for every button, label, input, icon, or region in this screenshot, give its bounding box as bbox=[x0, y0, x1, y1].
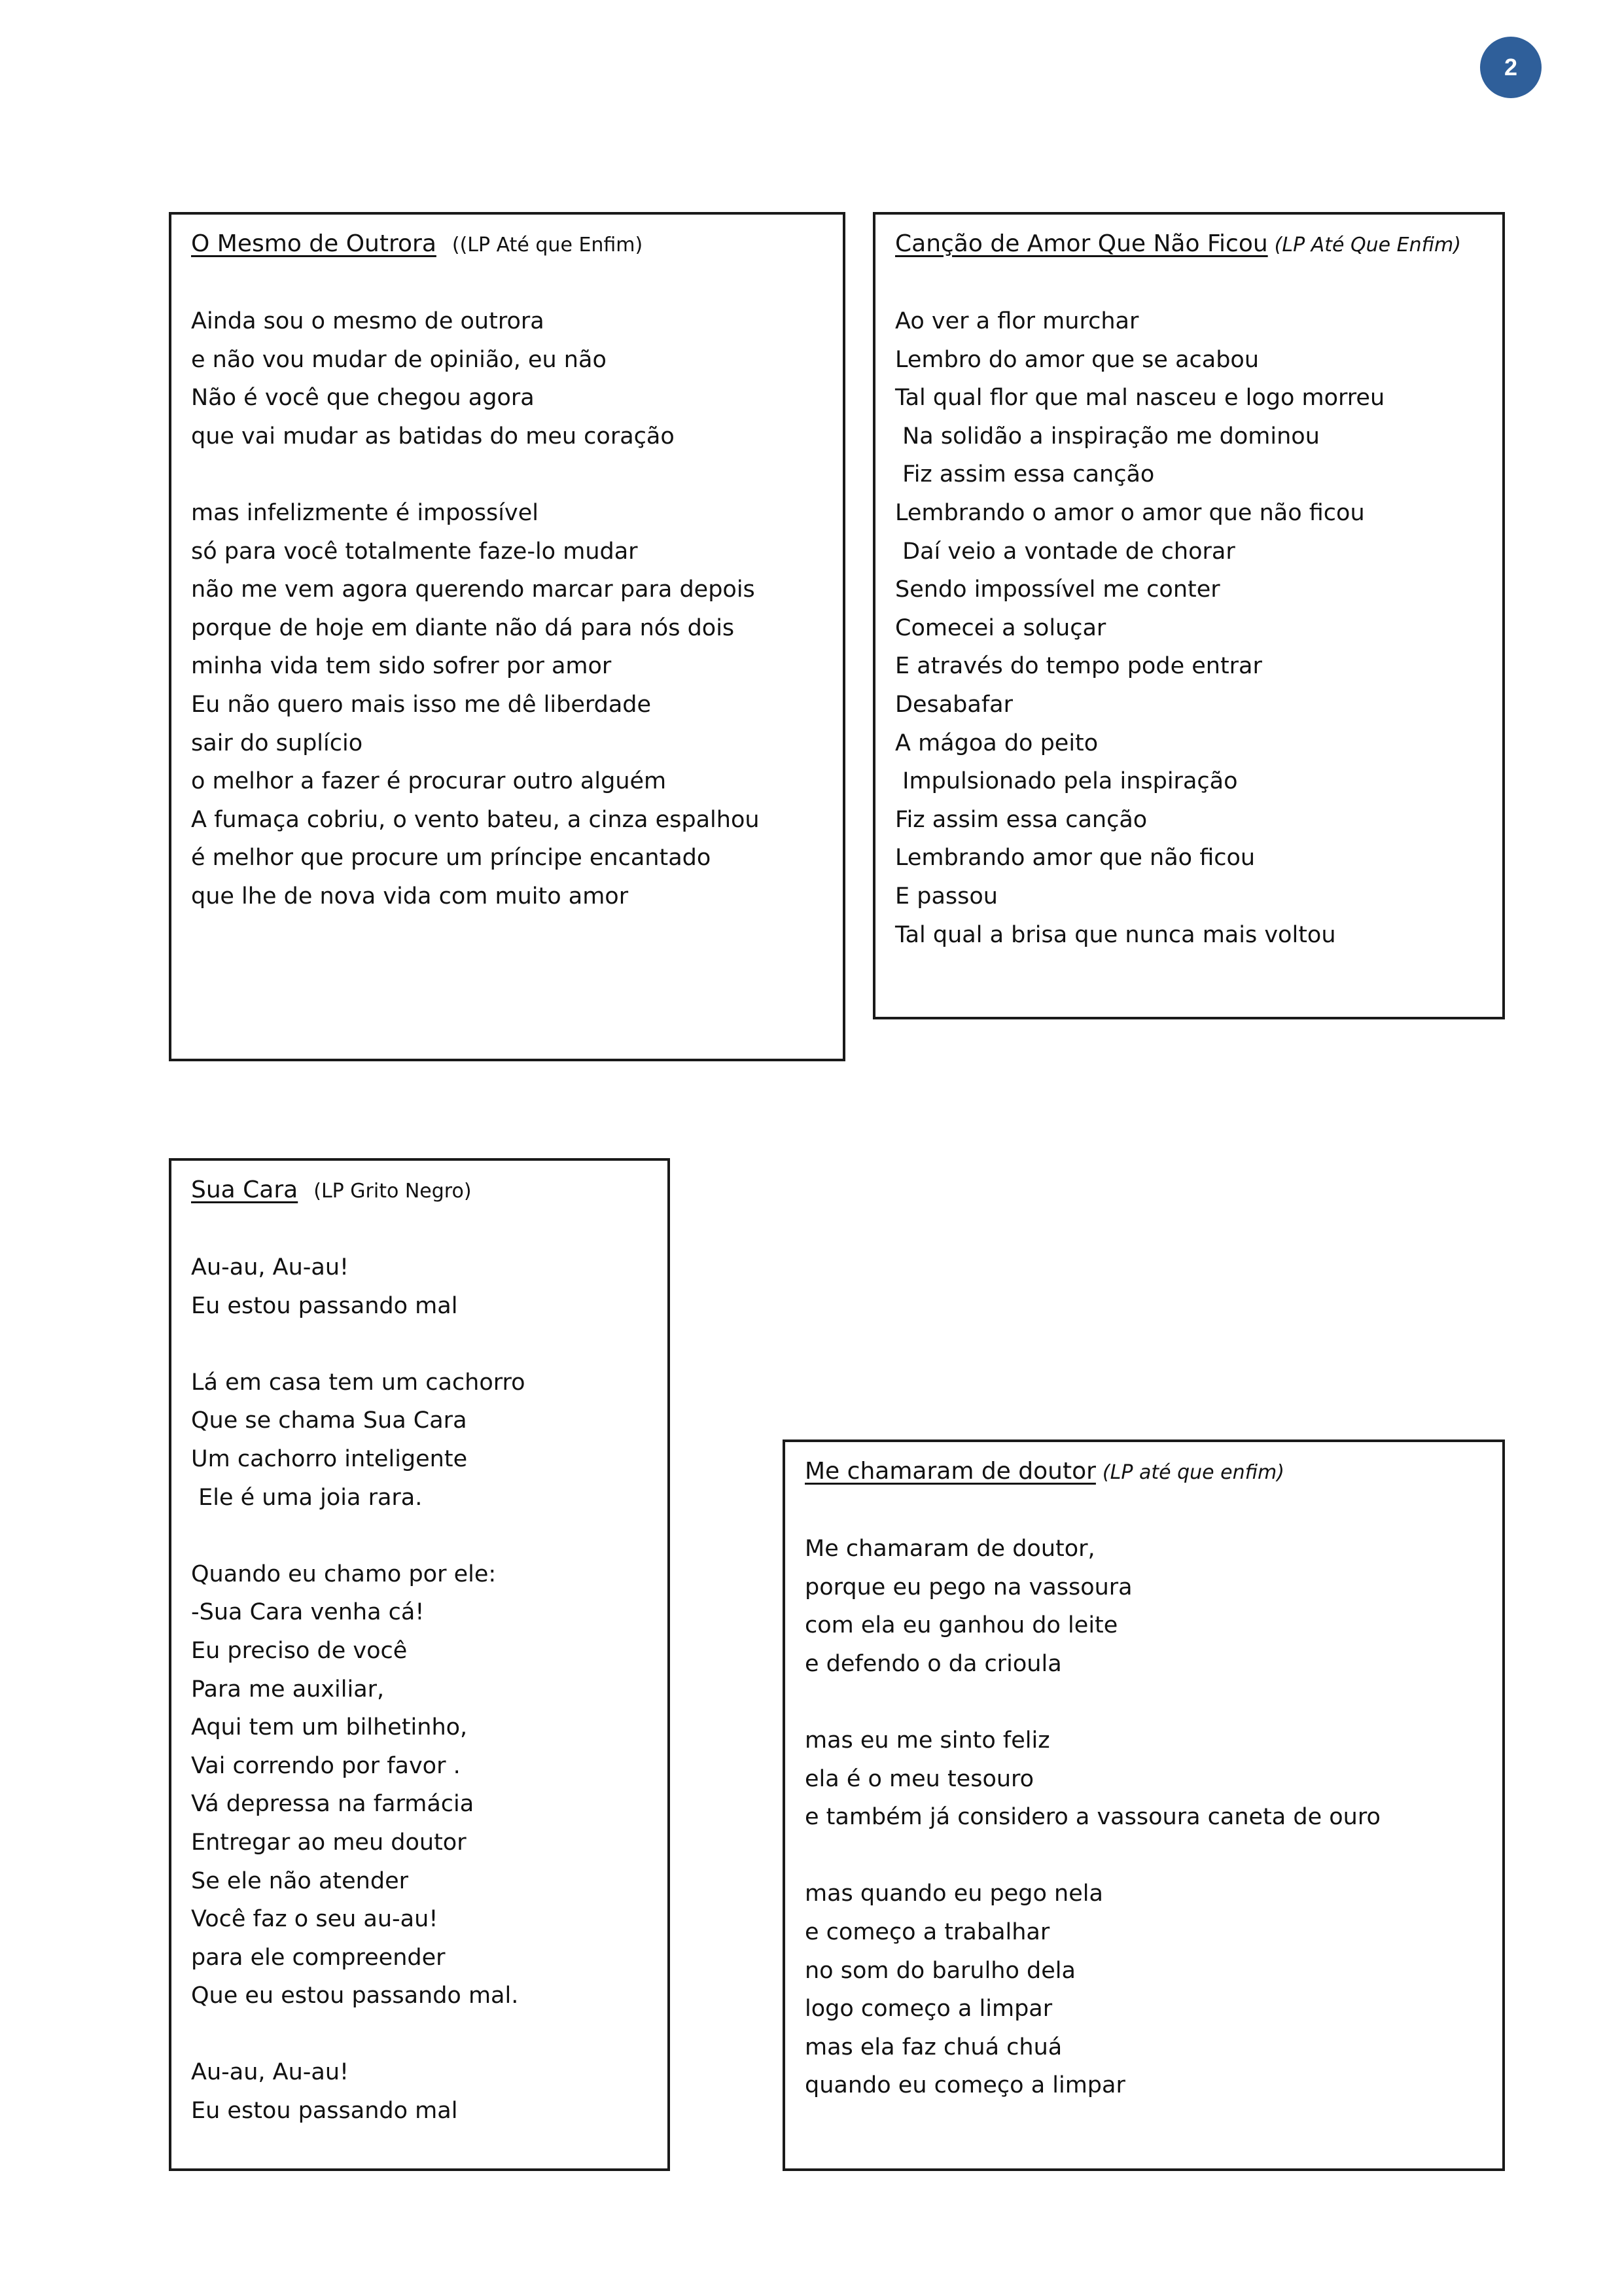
lyric-line: Eu preciso de você bbox=[191, 1637, 408, 1664]
lyric-line: para ele compreender bbox=[191, 1944, 446, 1971]
stanza-break bbox=[191, 1517, 648, 1555]
song-lyrics bbox=[895, 302, 1483, 954]
lyric-line: no som do barulho dela bbox=[805, 1957, 1076, 1984]
lyric-line: Au-au, Au-au! bbox=[191, 1254, 349, 1280]
lyric-line: Não é você que chegou agora bbox=[191, 385, 535, 412]
lyric-line: Desabafar bbox=[895, 691, 1013, 718]
lyric-line: Comecei a soluçar bbox=[895, 614, 1106, 641]
lyric-line: Eu não quero mais isso me dê liberdade bbox=[191, 691, 652, 718]
lyric-line: Ainda sou o mesmo de outrora bbox=[191, 308, 544, 334]
lyric-line: não me vem agora querendo marcar para depois bbox=[191, 576, 755, 603]
lyric-line: Au-au, Au-au! bbox=[191, 2059, 349, 2086]
lyric-line: Tal qual a brisa que nunca mais voltou bbox=[895, 921, 1336, 948]
song-title: Sua Cara bbox=[191, 1176, 298, 1203]
song-source: (LP Grito Negro) bbox=[313, 1180, 472, 1203]
lyric-line: quando eu começo a limpar bbox=[805, 2072, 1125, 2099]
lyric-line: Tal qual flor que mal nasceu e logo morreu bbox=[895, 385, 1385, 412]
lyric-line: Entregar ao meu doutor bbox=[191, 1829, 467, 1856]
stanza-break bbox=[191, 2015, 648, 2054]
lyric-line: -Sua Cara venha cá! bbox=[191, 1599, 425, 1626]
lyric-line: Na solidão a inspiração me dominou bbox=[895, 423, 1320, 450]
lyric-line: Lembro do amor que se acabou bbox=[895, 346, 1260, 373]
lyric-line: que lhe de nova vida com muito amor bbox=[191, 883, 629, 910]
lyric-line: Que eu estou passando mal. bbox=[191, 1983, 519, 2009]
song-lyrics bbox=[805, 1530, 1483, 2105]
lyric-line: e começo a trabalhar bbox=[805, 1918, 1050, 1945]
song-source: (LP até que enfim) bbox=[1102, 1461, 1284, 1484]
lyric-line: mas ela faz chuá chuá bbox=[805, 2034, 1063, 2060]
lyric-line: Me chamaram de doutor, bbox=[805, 1536, 1095, 1562]
lyric-line: ela é o meu tesouro bbox=[805, 1765, 1034, 1792]
lyric-line: Lembrando amor que não ficou bbox=[895, 845, 1256, 872]
song-source: ((LP Até que Enfim) bbox=[451, 234, 643, 256]
lyric-line: A fumaça cobriu, o vento bateu, a cinza espalhou bbox=[191, 806, 760, 833]
lyric-line: Ele é uma joia rara. bbox=[191, 1484, 423, 1511]
lyric-line: Vai correndo por favor . bbox=[191, 1752, 461, 1779]
song-box-o-mesmo-de-outrora bbox=[169, 212, 845, 1061]
song-title: Me chamaram de doutor bbox=[805, 1458, 1096, 1485]
song-source: (LP Até Que Enfim) bbox=[1274, 234, 1461, 256]
stanza-break bbox=[805, 1683, 1483, 1722]
song-box-me-chamaram-de-doutor bbox=[783, 1439, 1505, 2171]
song-header bbox=[191, 1171, 648, 1210]
lyric-line: é melhor que procure um príncipe encantado bbox=[191, 845, 711, 872]
lyric-line: e defendo o da crioula bbox=[805, 1650, 1062, 1677]
lyric-line: porque de hoje em diante não dá para nós dois bbox=[191, 614, 735, 641]
lyric-line: A mágoa do peito bbox=[895, 730, 1099, 756]
lyric-line: E passou bbox=[895, 883, 998, 910]
song-header bbox=[191, 225, 823, 264]
stanza-break bbox=[805, 1837, 1483, 1875]
lyric-line: mas quando eu pego nela bbox=[805, 1881, 1103, 1907]
song-title: Canção de Amor Que Não Ficou bbox=[895, 230, 1268, 257]
lyric-line: Daí veio a vontade de chorar bbox=[895, 538, 1235, 565]
lyric-line: e não vou mudar de opinião, eu não bbox=[191, 346, 607, 373]
lyric-line: E através do tempo pode entrar bbox=[895, 653, 1262, 680]
song-box-sua-cara bbox=[169, 1158, 670, 2171]
lyric-line: Eu estou passando mal bbox=[191, 1292, 458, 1319]
lyric-line: Quando eu chamo por ele: bbox=[191, 1561, 497, 1587]
lyric-line: Se ele não atender bbox=[191, 1867, 408, 1894]
lyric-line: Que se chama Sua Cara bbox=[191, 1407, 467, 1434]
lyric-line: só para você totalmente faze-lo mudar bbox=[191, 538, 638, 565]
lyric-line: Para me auxiliar, bbox=[191, 1676, 385, 1703]
lyric-line: e também já considero a vassoura caneta de ouro bbox=[805, 1804, 1381, 1831]
stanza-break bbox=[191, 455, 823, 494]
lyric-line: mas infelizmente é impossível bbox=[191, 499, 538, 526]
lyric-line: com ela eu ganhou do leite bbox=[805, 1612, 1118, 1639]
song-header bbox=[805, 1453, 1483, 1492]
lyric-line: minha vida tem sido sofrer por amor bbox=[191, 653, 612, 680]
lyric-line: Fiz assim essa canção bbox=[895, 461, 1155, 488]
lyric-line: Sendo impossível me conter bbox=[895, 576, 1220, 603]
lyric-line: Ao ver a flor murchar bbox=[895, 308, 1139, 334]
lyric-line: Vá depressa na farmácia bbox=[191, 1791, 474, 1818]
lyric-line: porque eu pego na vassoura bbox=[805, 1574, 1133, 1600]
lyric-line: Fiz assim essa canção bbox=[895, 806, 1148, 833]
lyric-line: Impulsionado pela inspiração bbox=[895, 768, 1238, 795]
lyric-line: que vai mudar as batidas do meu coração bbox=[191, 423, 675, 450]
lyric-line: Você faz o seu au-au! bbox=[191, 1906, 438, 1933]
page-number-badge: 2 bbox=[1480, 37, 1542, 98]
song-lyrics bbox=[191, 302, 823, 916]
lyric-line: Lá em casa tem um cachorro bbox=[191, 1369, 525, 1396]
stanza-break bbox=[191, 1325, 648, 1364]
lyric-line: Um cachorro inteligente bbox=[191, 1445, 468, 1472]
lyric-line: sair do suplício bbox=[191, 730, 363, 756]
lyric-line: o melhor a fazer é procurar outro alguém bbox=[191, 768, 667, 795]
lyric-line: logo começo a limpar bbox=[805, 1996, 1053, 2022]
song-box-cancao-de-amor bbox=[873, 212, 1505, 1019]
song-header bbox=[895, 225, 1483, 264]
lyric-line: mas eu me sinto feliz bbox=[805, 1727, 1050, 1754]
lyric-line: Eu estou passando mal bbox=[191, 2098, 458, 2125]
song-title: O Mesmo de Outrora bbox=[191, 230, 436, 257]
song-lyrics bbox=[191, 1248, 648, 2130]
lyric-line: Lembrando o amor o amor que não ficou bbox=[895, 499, 1365, 526]
lyric-line: Aqui tem um bilhetinho, bbox=[191, 1714, 468, 1741]
